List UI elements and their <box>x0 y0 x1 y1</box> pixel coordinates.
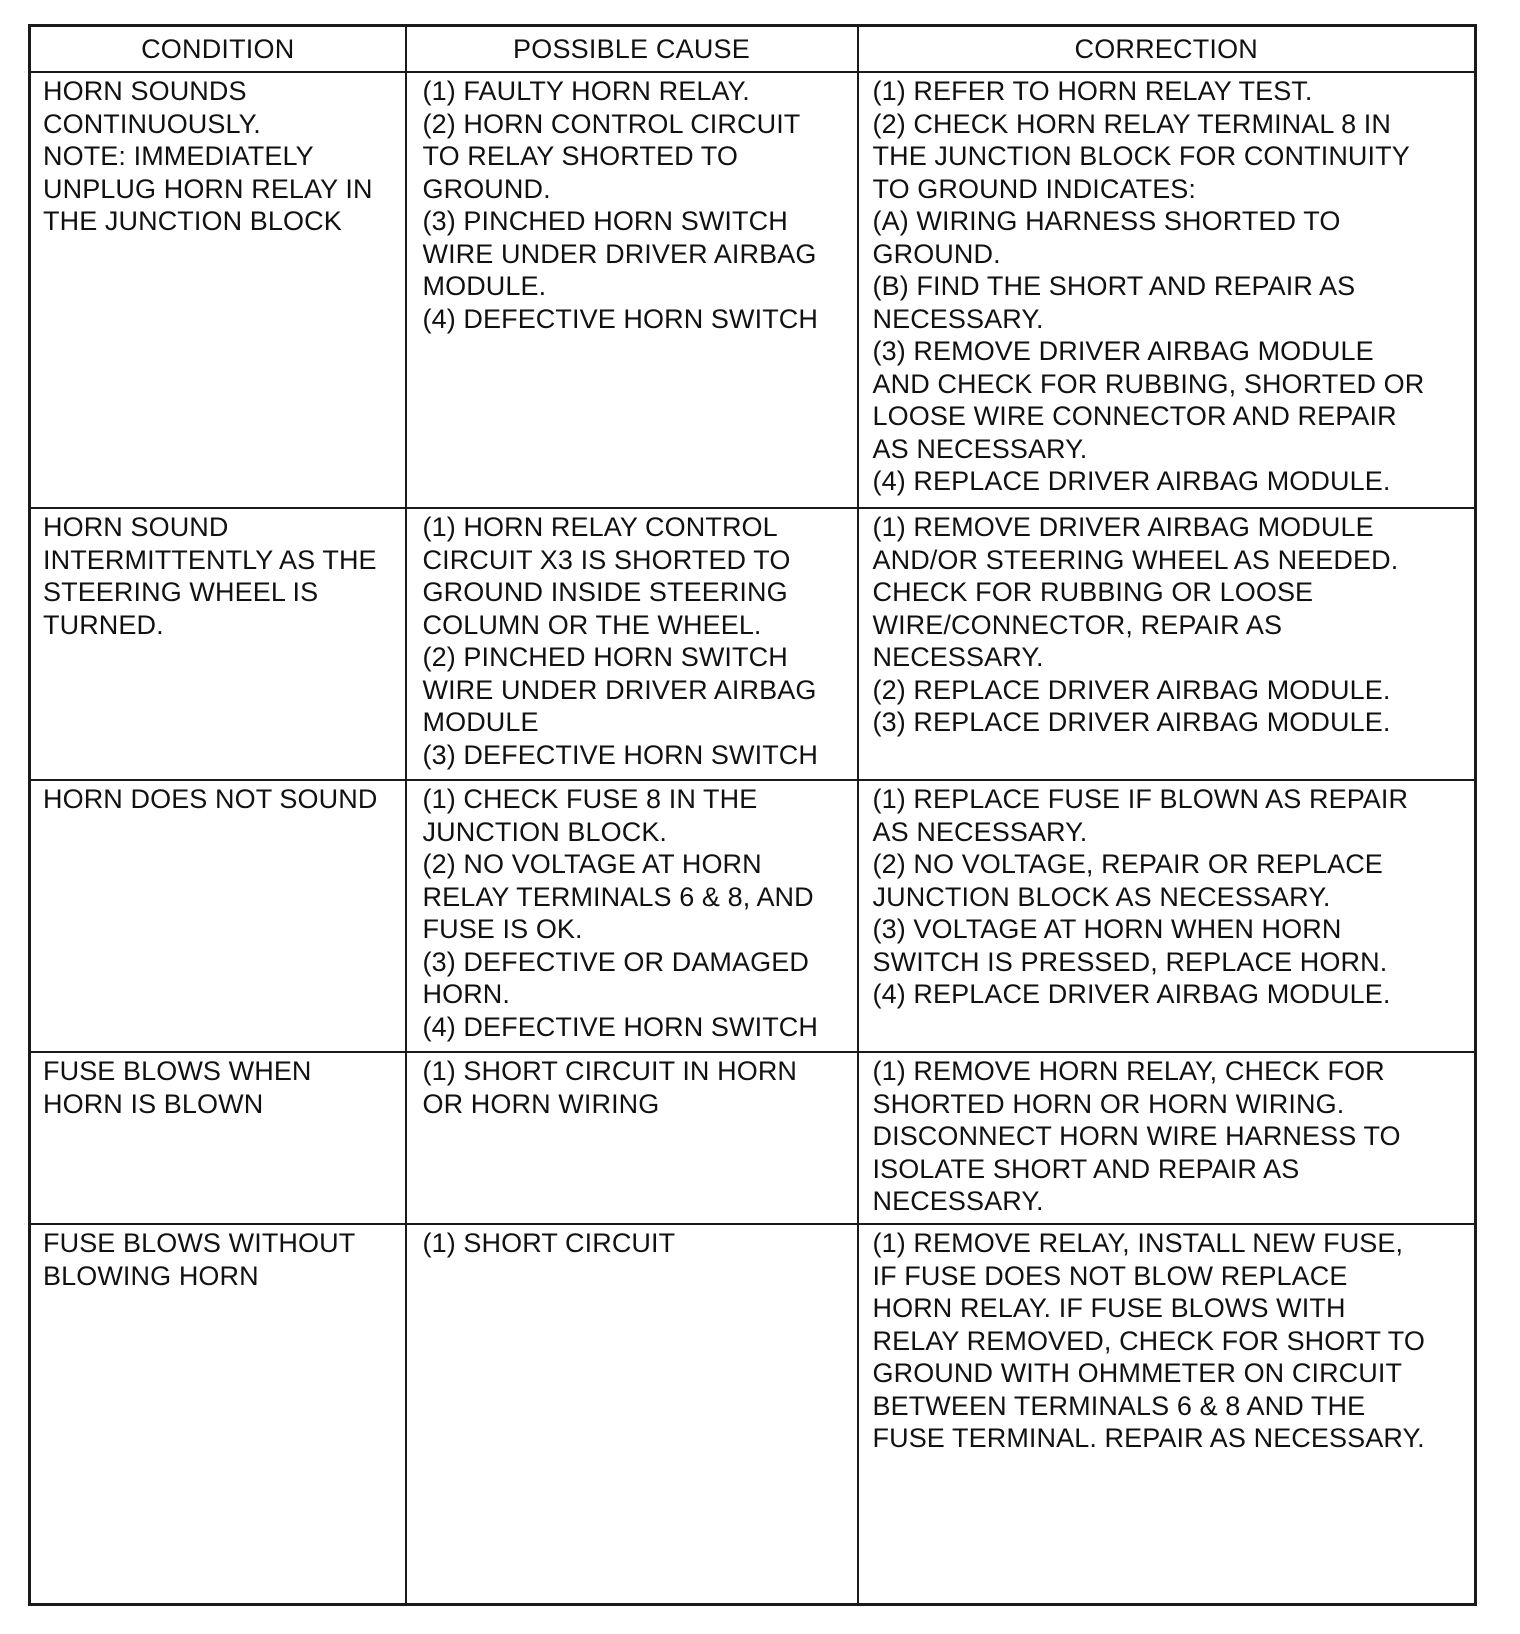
cell-text-line: (1) SHORT CIRCUIT <box>422 1228 676 1258</box>
cell-text-line: (1) REPLACE FUSE IF BLOWN AS REPAIR <box>872 784 1409 814</box>
cell-text-line: NECESSARY. <box>872 642 1044 672</box>
cell-text-line: HORN IS BLOWN <box>43 1088 264 1119</box>
cell-text-line: (2) REPLACE DRIVER AIRBAG MODULE. <box>872 674 1391 705</box>
correction-cell <box>858 72 1476 508</box>
cell-text-line: (2) CHECK HORN RELAY TERMINAL 8 IN <box>872 108 1392 139</box>
cell-text-line: (2) NO VOLTAGE AT HORN <box>422 849 762 879</box>
cell-text-line: FUSE IS OK. <box>422 914 583 944</box>
condition-cell <box>30 508 406 780</box>
table-row <box>30 780 1476 1052</box>
cell-text-line: OR HORN WIRING <box>422 1088 660 1119</box>
possible-cause-cell <box>406 72 858 508</box>
cell-text-line: (B) FIND THE SHORT AND REPAIR AS <box>872 271 1356 301</box>
cell-text-line: (3) REPLACE DRIVER AIRBAG MODULE. <box>872 707 1391 737</box>
condition-cell <box>30 1224 406 1605</box>
table-body <box>30 72 1476 1605</box>
cell-text-line: (1) SHORT CIRCUIT IN HORN <box>422 1056 798 1086</box>
cell-text-line: GROUND. <box>422 173 551 204</box>
cell-text-line: MODULE. <box>422 271 547 301</box>
cell-text-line: THE JUNCTION BLOCK FOR CONTINUITY <box>872 141 1410 171</box>
cell-text-line: (4) DEFECTIVE HORN SWITCH <box>422 303 819 334</box>
cell-text-line: MODULE <box>422 707 539 737</box>
possible-cause-cell <box>406 508 858 780</box>
cell-text-line: RELAY TERMINALS 6 & 8, AND <box>422 881 814 912</box>
table-row <box>30 1052 1476 1224</box>
cell-text-line: IF FUSE DOES NOT BLOW REPLACE <box>872 1260 1348 1291</box>
correction-cell <box>858 1052 1476 1224</box>
header-condition: CONDITION <box>30 26 406 73</box>
cell-text-line: TURNED. <box>43 609 164 640</box>
cell-text-line: AS NECESSARY. <box>872 816 1088 847</box>
cell-text-line: RELAY REMOVED, CHECK FOR SHORT TO <box>872 1325 1425 1356</box>
cell-text-line: DISCONNECT HORN WIRE HARNESS TO <box>872 1121 1401 1151</box>
cell-text-line: (1) CHECK FUSE 8 IN THE <box>422 784 758 814</box>
table-header-row <box>30 26 1476 73</box>
cell-text-line: NOTE: IMMEDIATELY <box>43 141 314 171</box>
cell-text-line: GROUND WITH OHMMETER ON CIRCUIT <box>872 1358 1403 1388</box>
cell-text-line: (A) WIRING HARNESS SHORTED TO <box>872 206 1341 236</box>
table-row <box>30 508 1476 780</box>
cell-text-line: SHORTED HORN OR HORN WIRING. <box>872 1088 1345 1119</box>
cell-text-line: AND/OR STEERING WHEEL AS NEEDED. <box>872 544 1399 575</box>
cell-text-line: BLOWING HORN <box>43 1260 259 1291</box>
cell-text-line: SWITCH IS PRESSED, REPLACE HORN. <box>872 946 1388 977</box>
cell-text-line: (3) PINCHED HORN SWITCH <box>422 206 788 236</box>
correction-cell <box>858 780 1476 1052</box>
cell-text-line: HORN SOUND <box>43 512 229 542</box>
table-row <box>30 72 1476 508</box>
cell-text-line: HORN DOES NOT SOUND <box>43 784 378 814</box>
cell-text-line: (3) REMOVE DRIVER AIRBAG MODULE <box>872 336 1374 366</box>
cell-text-line: (1) HORN RELAY CONTROL <box>422 512 778 542</box>
cell-text-line: (2) NO VOLTAGE, REPAIR OR REPLACE <box>872 849 1383 879</box>
cell-text-line: JUNCTION BLOCK AS NECESSARY. <box>872 881 1331 912</box>
cell-text-line: FUSE BLOWS WITHOUT <box>43 1228 356 1258</box>
cell-text-line: (4) DEFECTIVE HORN SWITCH <box>422 1011 819 1042</box>
cell-text-line: JUNCTION BLOCK. <box>422 816 668 847</box>
cell-text-line: LOOSE WIRE CONNECTOR AND REPAIR <box>872 401 1397 431</box>
cell-text-line: WIRE UNDER DRIVER AIRBAG <box>422 238 817 269</box>
cell-text-line: (2) HORN CONTROL CIRCUIT <box>422 108 801 139</box>
cell-text-line: TO RELAY SHORTED TO <box>422 141 738 171</box>
correction-cell <box>858 1224 1476 1605</box>
cell-text-line: FUSE BLOWS WHEN <box>43 1056 312 1086</box>
cell-text-line: (3) VOLTAGE AT HORN WHEN HORN <box>872 914 1342 944</box>
cell-text-line: (1) REMOVE DRIVER AIRBAG MODULE <box>872 512 1374 542</box>
cell-text-line: WIRE UNDER DRIVER AIRBAG <box>422 674 817 705</box>
condition-cell <box>30 780 406 1052</box>
cell-text-line: HORN. <box>422 979 510 1009</box>
correction-cell <box>858 508 1476 780</box>
cell-text-line: (1) REFER TO HORN RELAY TEST. <box>872 76 1313 106</box>
cell-text-line: CIRCUIT X3 IS SHORTED TO <box>422 544 791 575</box>
possible-cause-cell <box>406 780 858 1052</box>
possible-cause-cell <box>406 1052 858 1224</box>
cell-text-line: (1) FAULTY HORN RELAY. <box>422 76 750 106</box>
cell-text-line: COLUMN OR THE WHEEL. <box>422 609 762 640</box>
cell-text-line: WIRE/CONNECTOR, REPAIR AS <box>872 609 1283 640</box>
cell-text-line: ISOLATE SHORT AND REPAIR AS <box>872 1153 1300 1184</box>
cell-text-line: CONTINUOUSLY. <box>43 108 261 139</box>
cell-text-line: AS NECESSARY. <box>872 433 1088 464</box>
cell-text-line: GROUND INSIDE STEERING <box>422 577 788 607</box>
cell-text-line: HORN RELAY. IF FUSE BLOWS WITH <box>872 1293 1346 1323</box>
condition-cell <box>30 72 406 508</box>
cell-text-line: NECESSARY. <box>872 1186 1044 1216</box>
condition-cell <box>30 1052 406 1224</box>
cell-text-line: (2) PINCHED HORN SWITCH <box>422 642 788 672</box>
cell-text-line: FUSE TERMINAL. REPAIR AS NECESSARY. <box>872 1423 1425 1453</box>
cell-text-line: (4) REPLACE DRIVER AIRBAG MODULE. <box>872 979 1391 1009</box>
cell-text-line: STEERING WHEEL IS <box>43 577 319 607</box>
cell-text-line: UNPLUG HORN RELAY IN <box>43 173 373 204</box>
cell-text-line: TO GROUND INDICATES: <box>872 173 1197 204</box>
cell-text-line: (1) REMOVE HORN RELAY, CHECK FOR <box>872 1056 1385 1086</box>
possible-cause-cell <box>406 1224 858 1605</box>
header-possible-cause: POSSIBLE CAUSE <box>406 26 858 73</box>
cell-text-line: (3) DEFECTIVE OR DAMAGED <box>422 946 809 977</box>
cell-text-line: (4) REPLACE DRIVER AIRBAG MODULE. <box>872 466 1391 496</box>
table-row <box>30 1224 1476 1605</box>
header-correction: CORRECTION <box>858 26 1476 73</box>
cell-text-line: CHECK FOR RUBBING OR LOOSE <box>872 577 1314 607</box>
cell-text-line: THE JUNCTION BLOCK <box>43 206 342 236</box>
horn-diagnosis-table <box>28 24 1477 1606</box>
cell-text-line: (1) REMOVE RELAY, INSTALL NEW FUSE, <box>872 1228 1404 1258</box>
cell-text-line: BETWEEN TERMINALS 6 & 8 AND THE <box>872 1390 1366 1421</box>
cell-text-line: (3) DEFECTIVE HORN SWITCH <box>422 739 819 770</box>
cell-text-line: AND CHECK FOR RUBBING, SHORTED OR <box>872 368 1425 399</box>
cell-text-line: HORN SOUNDS <box>43 76 247 106</box>
cell-text-line: GROUND. <box>872 238 1001 269</box>
cell-text-line: INTERMITTENTLY AS THE <box>43 544 377 575</box>
cell-text-line: NECESSARY. <box>872 303 1044 334</box>
